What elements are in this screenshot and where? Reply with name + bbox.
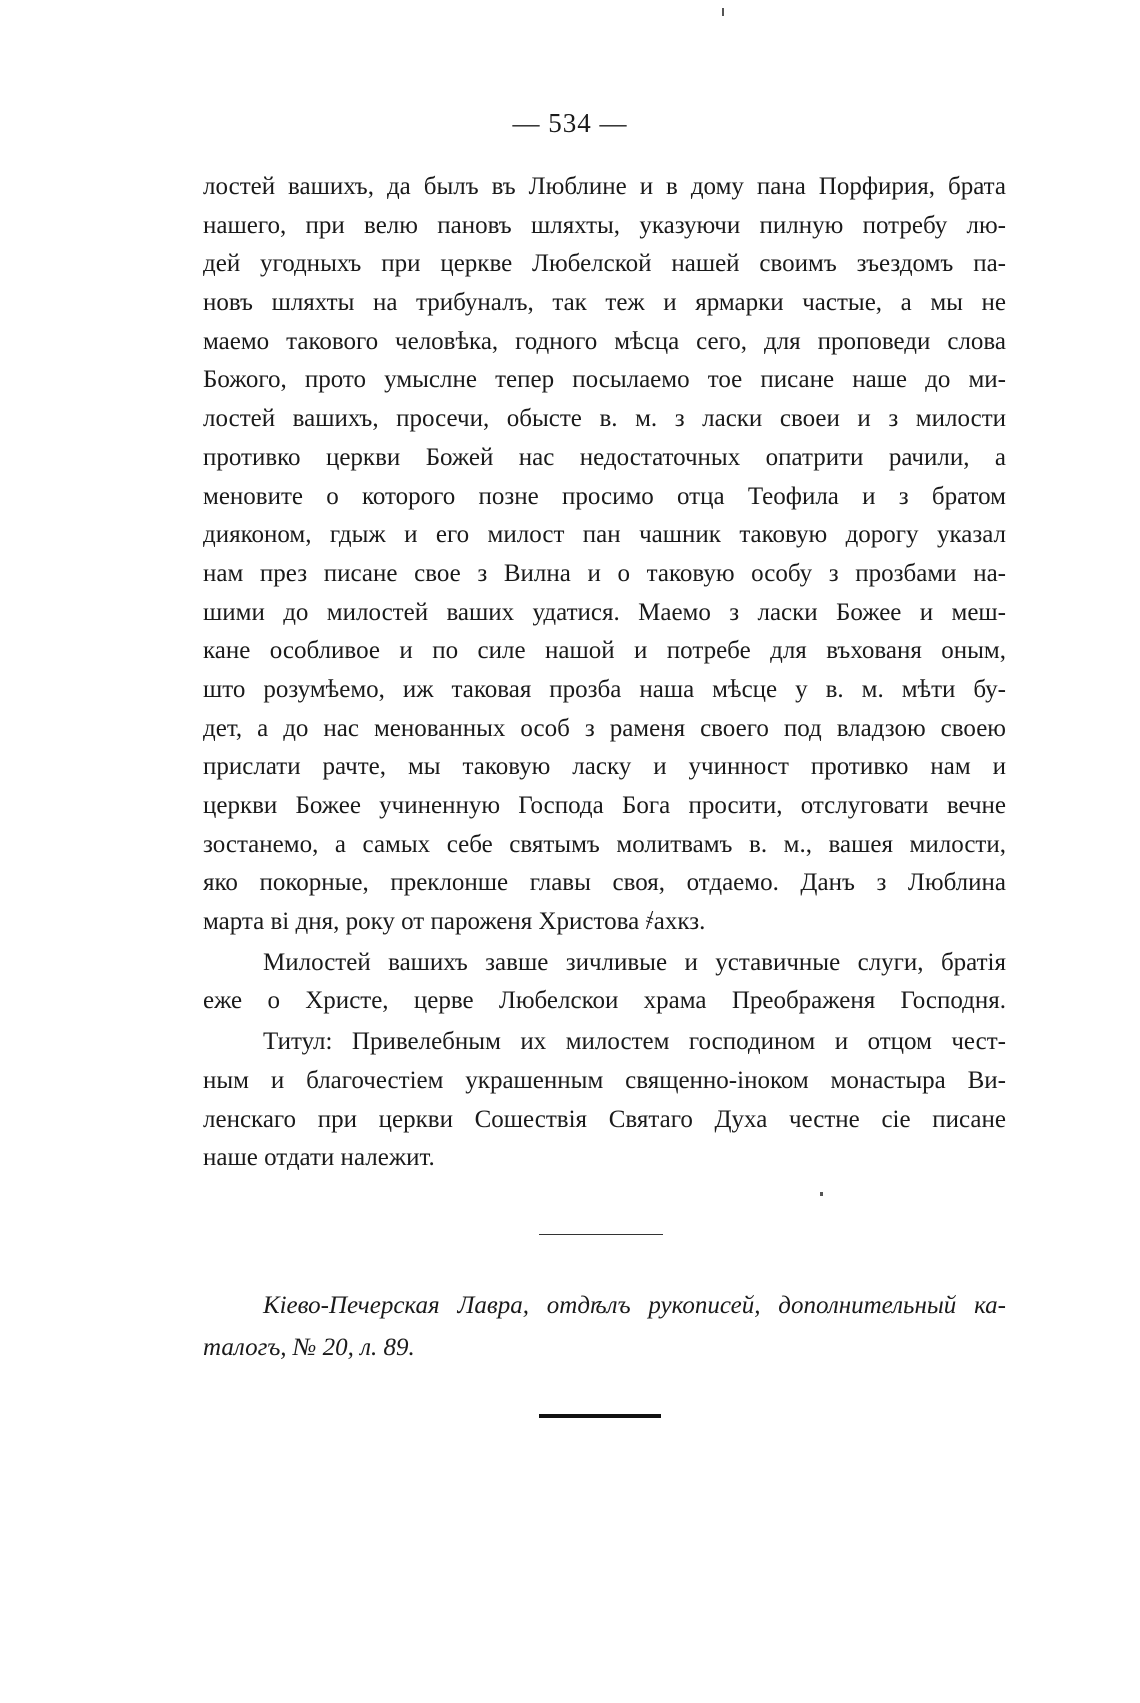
- title-line: наше отдати належит.: [203, 1144, 435, 1172]
- body-line: новъ шляхты на трибуналъ, так теж и ярмарки частые, а мы не: [203, 289, 1006, 317]
- closing-line: Милостей вашихъ завше зичливые и уставичные слуги, братія: [263, 948, 1006, 976]
- end-rule: [539, 1414, 661, 1418]
- body-line: зостанемо, а самых себе святымъ молитвамъ в. м., вашея милости,: [203, 830, 1006, 858]
- closing-line: еже о Христе, церве Любелскои храма Преображеня Господня.: [203, 987, 1006, 1015]
- body-line: дияконом, гдыж и его милост пан чашник таковую дорогу указал: [203, 521, 1006, 549]
- body-line: нам през писане свое з Вилна и о таковую особу з прозбами на-: [203, 559, 1006, 587]
- body-line: шими до милостей ваших удатися. Маемо з ласки Божее и меш-: [203, 598, 1006, 626]
- separator-rule: [539, 1234, 663, 1235]
- body-line: лостей вашихъ, да былъ въ Люблине и в дому пана Порфирия, брата: [203, 173, 1006, 200]
- scan-speck: [820, 1192, 823, 1196]
- title-paragraph: [203, 1023, 1006, 1178]
- body-line: яко покорные, преклонше главы своя, отдаемо. Данъ з Люблина: [203, 869, 1006, 897]
- body-line: дет, а до нас менованных особ з раменя своего под владзою своею: [203, 714, 1006, 742]
- body-line: прислати рачте, мы таковую ласку и учинност противко нам и: [203, 753, 1006, 781]
- source-line: талогъ, № 20, л. 89.: [203, 1334, 415, 1361]
- body-line: кане особливое и по силе нашой и потребе для въхованя оным,: [203, 637, 1006, 665]
- closing-paragraph: [203, 944, 1006, 1021]
- body-line: марта ві дня, року от пароженя Христова ҂ахкз.: [203, 908, 706, 936]
- body-line: противко церкви Божей нас недостаточных опатрити рачили, а: [203, 443, 1006, 471]
- body-line: што розумѣемо, иж таковая прозба наша мѣсце у в. м. мѣти бу-: [203, 675, 1006, 703]
- body-line: маемо такового человѣка, годного мѣсца сего, для проповеди слова: [203, 327, 1006, 355]
- body-line: церкви Божее учиненную Господа Бога просити, отслуговати вечне: [203, 792, 1006, 819]
- title-line: ным и благочестіем украшенным священно-іноком монастыра Ви-: [203, 1066, 1006, 1094]
- scan-speck: [722, 8, 724, 16]
- main-text: [203, 168, 1006, 1178]
- page-number: — 534 —: [512, 108, 628, 138]
- source-line: Кіево-Печерская Лавра, отдѣлъ рукописей, дополнительный ка-: [263, 1292, 1006, 1319]
- body-line: Божого, прото умыслне тепер посылаемо тое писане наше до ми-: [203, 366, 1006, 394]
- body-line: меновите о которого позне просимо отца Теофила и з братом: [203, 482, 1006, 510]
- body-line: дей угодныхъ при церкве Любелской нашей своимъ зъездомъ па-: [203, 250, 1006, 278]
- body-line: нашего, при велю пановъ шляхты, указуючи пилную потребу лю-: [203, 211, 1006, 239]
- title-line: Титул: Привелебным их милостем господином и отцом чест-: [263, 1028, 1006, 1056]
- source-citation: [203, 1285, 1006, 1369]
- title-line: ленскаго при церкви Сошествія Святаго Духа честне сіе писане: [203, 1105, 1006, 1133]
- body-line: лостей вашихъ, просечи, обысте в. м. з ласки своеи и з милости: [203, 405, 1006, 433]
- letter-body: [203, 168, 1006, 942]
